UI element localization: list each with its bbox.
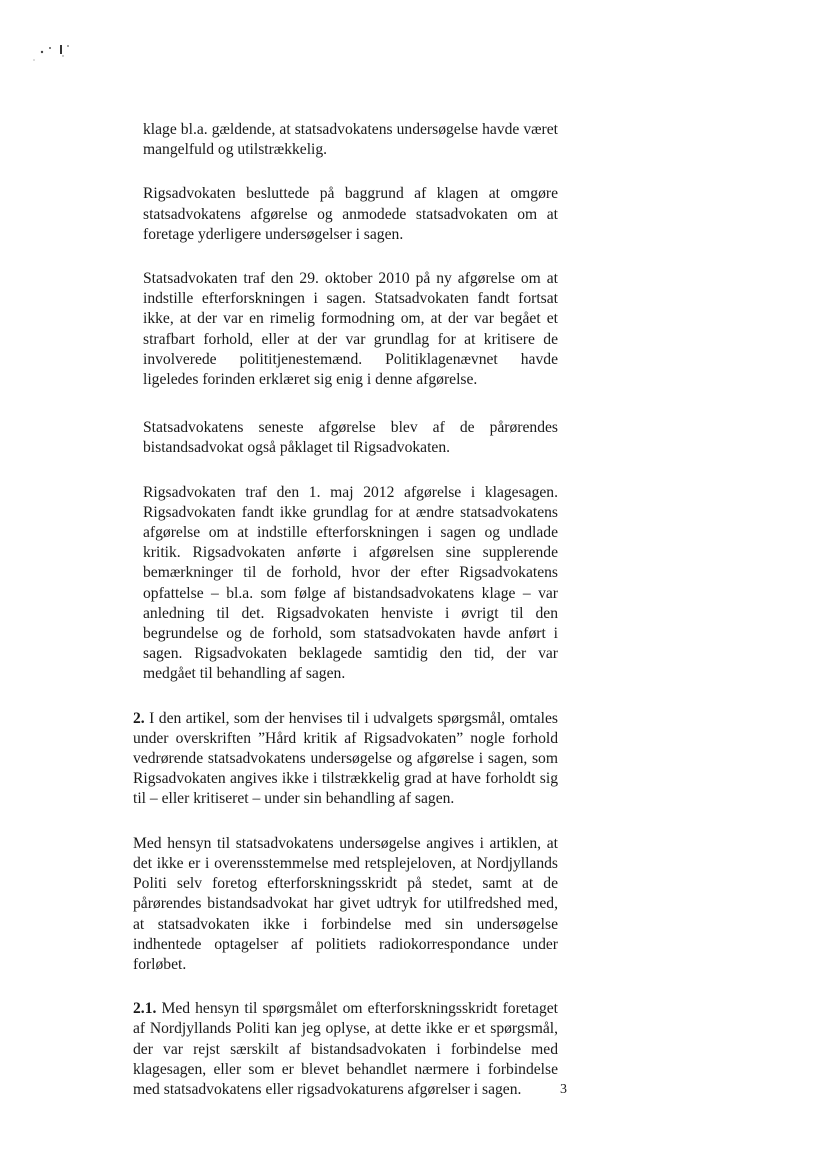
- paragraph-text: I den artikel, som der henvises til i udvalgets spørgsmål, omtales under overskriften ”Hård kritik af Rigsadvokaten” nogle forhold vedrørende statsadvokatens undersøgelse og afgørelse i sagen, som Rigsadvokaten angives ikke i tilstrækkelig grad at have forholdt sig til – eller kritiseret – under sin behandling af sagen.: [133, 709, 558, 808]
- paragraph: Rigsadvokaten besluttede på baggrund af klagen at omgøre statsadvokatens afgørelse og anmodede statsadvokaten om at foretage yderligere undersøgelser i sagen.: [143, 185, 558, 243]
- paragraph: Statsadvokaten traf den 29. oktober 2010 på ny afgørelse om at indstille efterforskningen i sagen. Statsadvokaten fandt fortsat ikke, at der var en rimelig formodning om, at der var begået et strafbart forhold, eller at der var grundlag for at kritisere de involverede polititjenestemænd. Politiklagenævnet havde ligeledes forinden erklæret sig enig i denne afgørelse.: [143, 270, 558, 389]
- paragraph: klage bl.a. gældende, at statsadvokatens undersøgelse havde været mangelfuld og utilstrækkelig.: [143, 121, 558, 159]
- page-number: 3: [560, 1082, 567, 1097]
- paragraph-text: Med hensyn til spørgsmålet om efterforskningsskridt foretaget af Nordjyllands Politi kan jeg oplyse, at dette ikke er et spørgsmål, der var rejst særskilt af bistandsadvokaten i forbindelse med klagesagen, eller som er blevet behandlet nærmere i forbindelse med statsadvokatens eller rigsadvokaturens afgørelser i sagen.: [133, 1000, 558, 1098]
- paragraph: Med hensyn til statsadvokatens undersøgelse angives i artiklen, at det ikke er i overensstemmelse med retsplejeloven, at Nordjyllands Politi selv foretog efterforskningsskridt på stedet, samt at de pårørendes bistandsadvokat har givet udtryk for utilfredshed med, at statsadvokaten ikke i forbindelse med sin undersøgelse indhentede optagelser af politiets radiokorrespondance under forløbet.: [133, 834, 558, 973]
- section-number: 2.: [133, 709, 145, 727]
- paragraph: Rigsadvokaten traf den 1. maj 2012 afgørelse i klagesagen. Rigsadvokaten fandt ikke grundlag for at ændre statsadvokatens afgørelse om at indstille efterforskningen i sagen og undlade kritik. Rigsadvokaten anførte i afgørelsen sine supplerende bemærkninger til de forhold, hvor der efter Rigsadvokatens opfattelse – bl.a. som følge af bistandsadvokatens klage – var anledning til det. Rigsadvokaten henviste i øvrigt til den begrundelse og de forhold, som statsadvokaten havde anført i sagen. Rigsadvokaten beklagede samtidig den tid, der var medgået til behandling af sagen.: [143, 483, 558, 683]
- paragraph: Statsadvokatens seneste afgørelse blev af de pårørendes bistandsadvokat også påklaget til Rigsadvokaten.: [143, 419, 558, 457]
- numbered-paragraph: [133, 999, 558, 1100]
- document-body: [133, 120, 558, 1124]
- numbered-paragraph: [133, 709, 558, 810]
- scan-artifact: [30, 40, 90, 70]
- section-number: 2.1.: [133, 1000, 157, 1018]
